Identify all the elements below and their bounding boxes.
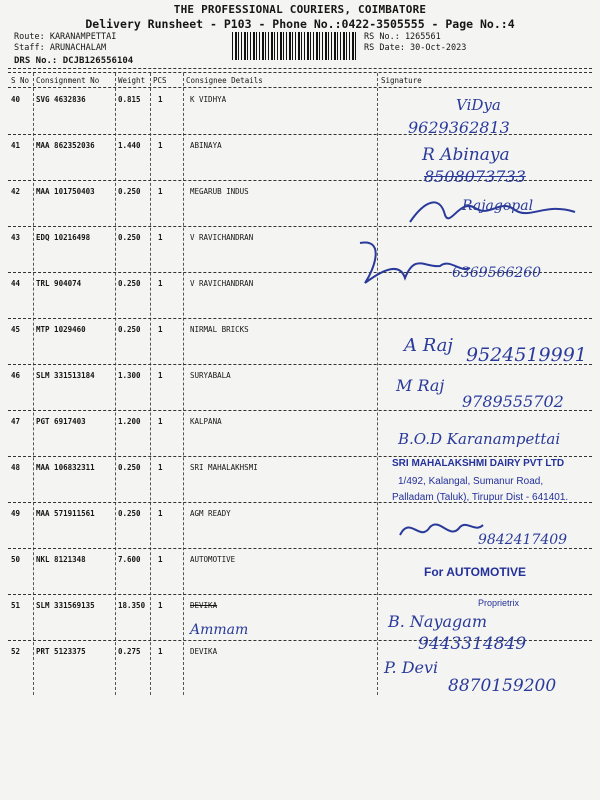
row-sno: 42 [11, 187, 21, 196]
row-consignment: PRT 5123375 [36, 647, 86, 656]
row-weight: 1.300 [118, 371, 141, 380]
col-header-pcs: PCS [153, 76, 167, 85]
dairy-stamp-address: Palladam (Taluk), Tirupur Dist - 641401. [392, 492, 569, 503]
dairy-stamp-name: SRI MAHALAKSHMI DAIRY PVT LTD [392, 458, 565, 469]
row-consignee: K VIDHYA [190, 95, 227, 104]
row-consignee: V RAVICHANDRAN [190, 279, 254, 288]
row-consignee: AGM READY [190, 509, 231, 518]
row-pcs: 1 [158, 417, 163, 426]
phone-handwriting: 9789555702 [462, 392, 564, 411]
row-consignee: DEVIKA [190, 601, 218, 610]
row-consignment: SLM 331569135 [36, 601, 95, 610]
route-label: Route: KARANAMPETTAI [14, 32, 117, 42]
signature-handwriting: A Raj [404, 335, 453, 356]
row-sno: 50 [11, 555, 21, 564]
staff-label: Staff: ARUNACHALAM [14, 43, 107, 53]
phone-handwriting: 9629362813 [408, 118, 510, 137]
dairy-stamp-address: 1/492, Kalangal, Sumanur Road, [398, 476, 544, 487]
signature-handwriting: Rajagopal [462, 198, 534, 214]
phone-handwriting: 9842417409 [478, 532, 568, 548]
row-weight: 18.350 [118, 601, 146, 610]
row-weight: 0.250 [118, 233, 141, 242]
row-weight: 0.250 [118, 279, 141, 288]
row-sno: 43 [11, 233, 21, 242]
row-consignee: V RAVICHANDRAN [190, 233, 254, 242]
proprietrix-stamp: Proprietrix [478, 598, 520, 608]
drs-number: DRS No.: DCJB126556104 [14, 56, 134, 66]
row-sno: 41 [11, 141, 21, 150]
barcode [232, 32, 356, 60]
row-sno: 52 [11, 647, 21, 656]
row-sno: 47 [11, 417, 21, 426]
row-pcs: 1 [158, 509, 163, 518]
row-consignment: EDQ 10216498 [36, 233, 91, 242]
row-weight: 0.250 [118, 463, 141, 472]
row-sno: 51 [11, 601, 21, 610]
row-consignee: ABINAYA [190, 141, 222, 150]
signature-handwriting: P. Devi [384, 658, 439, 677]
row-pcs: 1 [158, 325, 163, 334]
col-header-consignee: Consignee Details [186, 76, 263, 85]
row-pcs: 1 [158, 141, 163, 150]
row-weight: 0.815 [118, 95, 141, 104]
row-consignee: DEVIKA [190, 647, 218, 656]
company-name: THE PROFESSIONAL COURIERS, COIMBATORE [173, 3, 427, 16]
row-consignment: SLM 331513184 [36, 371, 95, 380]
row-consignee: MEGARUB INDUS [190, 187, 249, 196]
row-pcs: 1 [158, 233, 163, 242]
phone-handwriting: 9524519991 [466, 344, 587, 366]
row-consignment: PGT 6917403 [36, 417, 86, 426]
signature-handwriting: R Abinaya [422, 145, 510, 165]
row-pcs: 1 [158, 463, 163, 472]
row-pcs: 1 [158, 601, 163, 610]
row-weight: 1.440 [118, 141, 141, 150]
row-consignment: MAA 101750403 [36, 187, 95, 196]
row-consignment: MAA 571911561 [36, 509, 95, 518]
row-weight: 0.250 [118, 187, 141, 196]
row-sno: 40 [11, 95, 21, 104]
row-pcs: 1 [158, 279, 163, 288]
row-consignment: TRL 904074 [36, 279, 82, 288]
signature-handwriting: Ammam [190, 622, 249, 638]
row-weight: 0.250 [118, 509, 141, 518]
row-consignment: NKL 8121348 [36, 555, 86, 564]
rs-number: RS No.: 1265561 [364, 32, 441, 42]
row-consignment: MAA 862352036 [36, 141, 95, 150]
runsheet-title: Delivery Runsheet - P103 - Phone No.:0422-3505555 - Page No.:4 [85, 17, 515, 31]
header-divider [8, 68, 592, 69]
rs-date: RS Date: 30-Oct-2023 [364, 43, 467, 53]
automotive-stamp: For AUTOMOTIVE [424, 565, 526, 579]
row-weight: 0.250 [118, 325, 141, 334]
table-row [0, 89, 600, 135]
phone-handwriting: 8870159200 [448, 676, 557, 696]
row-weight: 0.275 [118, 647, 141, 656]
header-divider [8, 72, 592, 73]
signature-scribble [395, 515, 485, 545]
signature-handwriting: ViDya [456, 96, 501, 114]
row-consignee: SRI MAHALAKHSMI [190, 463, 258, 472]
row-sno: 44 [11, 279, 21, 288]
row-consignment: SVG 4632836 [36, 95, 86, 104]
row-sno: 46 [11, 371, 21, 380]
row-weight: 1.200 [118, 417, 141, 426]
row-sno: 48 [11, 463, 21, 472]
row-consignee: KALPANA [190, 417, 222, 426]
row-pcs: 1 [158, 647, 163, 656]
note-handwriting: B.O.D Karanampettai [398, 430, 561, 448]
row-consignee: SURYABALA [190, 371, 231, 380]
row-consignee: NIRMAL BRICKS [190, 325, 249, 334]
row-pcs: 1 [158, 187, 163, 196]
col-header-signature: Signature [381, 76, 422, 85]
row-consignee: AUTOMOTIVE [190, 555, 236, 564]
signature-handwriting: B. Nayagam [388, 612, 487, 631]
signature-handwriting: M Raj [396, 376, 445, 395]
row-sno: 49 [11, 509, 21, 518]
column-header-divider [8, 87, 592, 88]
phone-handwriting: 9443314849 [418, 634, 527, 654]
row-pcs: 1 [158, 555, 163, 564]
col-header-sno: S No [11, 76, 30, 85]
row-pcs: 1 [158, 371, 163, 380]
col-header-weight: Weight [118, 76, 146, 85]
row-consignment: MAA 106832311 [36, 463, 95, 472]
phone-handwriting: 6369566260 [452, 265, 542, 281]
phone-handwriting: 8508073733 [424, 167, 526, 186]
row-sno: 45 [11, 325, 21, 334]
row-weight: 7.600 [118, 555, 141, 564]
row-consignment: MTP 1029460 [36, 325, 86, 334]
row-pcs: 1 [158, 95, 163, 104]
col-header-consignment: Consignment No [36, 76, 100, 85]
